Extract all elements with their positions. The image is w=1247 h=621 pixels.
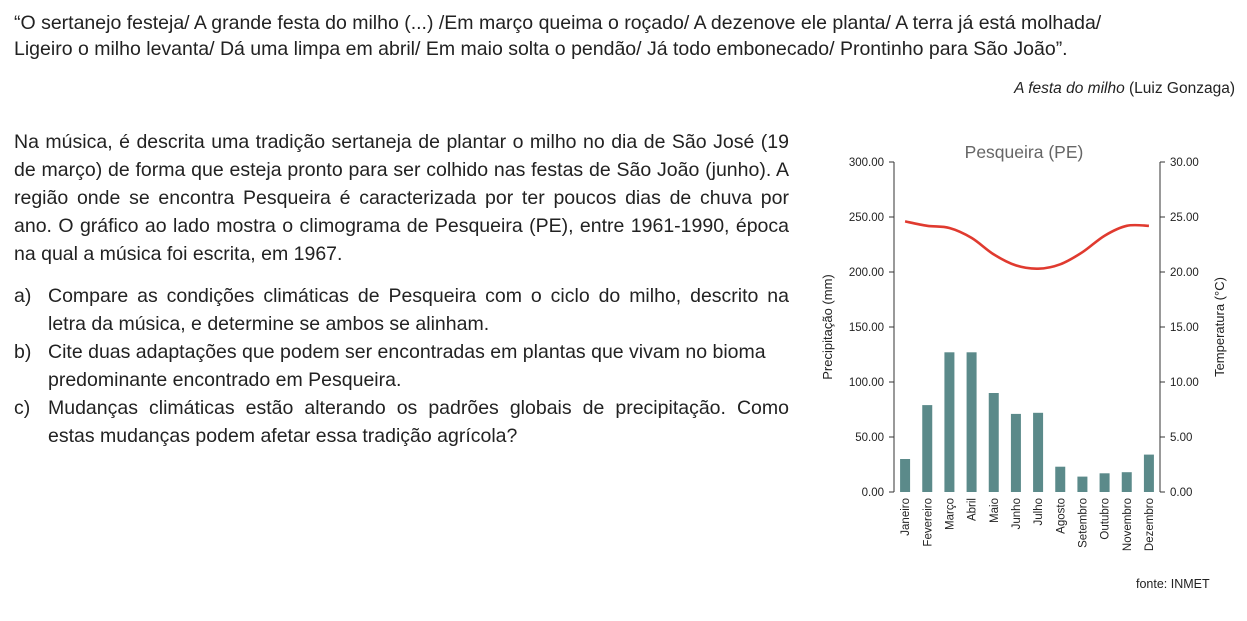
month-label: Janeiro xyxy=(900,498,913,536)
month-label: Agosto xyxy=(1055,498,1068,534)
intro-paragraph: Na música, é descrita uma tradição sertaneja de plantar o milho no dia de São José (19 de março) de forma que esteja pronto para ser colhido nas festas de São João (junho). A região onde se encontra Pesqueira é caracterizada por ter poucos dias de chuva por ano. O gráfico ao lado mostra o climograma de Pesqueira (PE), entre 1961-1990, época na qual a música foi escrita, em 1967. xyxy=(14,131,789,265)
month-label: Julho xyxy=(1033,498,1046,526)
question-text: Mudanças climáticas estão alterando os padrões globais de precipitação. Como estas mudanças podem afetar essa tradição agrícola? xyxy=(48,397,789,447)
chart-source: fonte: INMET xyxy=(1136,577,1210,591)
question-letter: c) xyxy=(14,397,31,419)
question-text: Cite duas adaptações que podem ser encontradas em plantas que vivam no bioma predominante encontrado em Pesqueira. xyxy=(48,341,766,391)
precipitation-bar xyxy=(1011,414,1021,492)
question-letter: b) xyxy=(14,341,32,363)
temperature-line xyxy=(905,221,1149,268)
right-tick-label: 20.00 xyxy=(1170,267,1199,279)
precipitation-bar xyxy=(1100,473,1110,492)
left-tick-label: 150.00 xyxy=(848,322,884,334)
right-tick-label: 5.00 xyxy=(1170,432,1193,444)
month-label: Fevereiro xyxy=(922,498,935,547)
quote-line-1: “O sertanejo festeja/ A grande festa do milho (...) /Em março queima o roçado/ A dezenove ele planta/ A terra já está molhada/ xyxy=(14,12,1102,34)
question-a xyxy=(14,282,789,338)
left-tick-label: 250.00 xyxy=(848,212,884,224)
precipitation-bar xyxy=(967,352,977,492)
right-tick-label: 30.00 xyxy=(1170,157,1199,169)
precipitation-bar xyxy=(900,459,910,492)
quote-attribution xyxy=(1014,80,1235,98)
precipitation-bar xyxy=(1144,455,1154,492)
quote-line-2: Ligeiro o milho levanta/ Dá uma limpa em abril/ Em maio solta o pendão/ Já todo embonecado/ Prontinho para São João”. xyxy=(14,38,1068,60)
precipitation-bar xyxy=(922,405,932,492)
climogram-chart xyxy=(810,130,1240,570)
question-b xyxy=(14,338,789,394)
right-tick-label: 10.00 xyxy=(1170,377,1199,389)
left-tick-label: 300.00 xyxy=(848,157,884,169)
left-tick-label: 0.00 xyxy=(861,487,884,499)
right-tick-label: 0.00 xyxy=(1170,487,1193,499)
month-label: Abril xyxy=(966,498,979,522)
right-tick-label: 25.00 xyxy=(1170,212,1199,224)
month-label: Setembro xyxy=(1077,498,1090,548)
song-title: A festa do milho xyxy=(1014,80,1125,97)
precipitation-bar xyxy=(1122,472,1132,492)
left-tick-label: 100.00 xyxy=(848,377,884,389)
question-list xyxy=(14,282,789,450)
left-tick-label: 50.00 xyxy=(855,432,884,444)
precipitation-bar xyxy=(989,393,999,492)
month-label: Junho xyxy=(1010,498,1023,530)
chart-title: Pesqueira (PE) xyxy=(964,142,1084,162)
left-tick-label: 200.00 xyxy=(848,267,884,279)
month-label: Outubro xyxy=(1099,498,1112,540)
month-label: Março xyxy=(944,498,957,530)
month-label: Dezembro xyxy=(1143,498,1156,552)
precipitation-bar xyxy=(1077,477,1087,492)
left-axis-label: Precipitação (mm) xyxy=(820,274,835,380)
month-label: Novembro xyxy=(1121,498,1134,552)
right-tick-label: 15.00 xyxy=(1170,322,1199,334)
question-text: Compare as condições climáticas de Pesqueira com o ciclo do milho, descrito na letra da música, e determine se ambos se alinham. xyxy=(48,285,789,335)
precipitation-bar xyxy=(1033,413,1043,492)
right-axis-label: Temperatura (°C) xyxy=(1212,277,1227,377)
song-author: (Luiz Gonzaga) xyxy=(1129,80,1235,97)
question-c xyxy=(14,394,789,450)
song-quote xyxy=(14,10,1239,62)
precipitation-bar xyxy=(1055,467,1065,492)
month-label: Maio xyxy=(988,498,1001,523)
question-letter: a) xyxy=(14,285,32,307)
precipitation-bar xyxy=(944,352,954,492)
